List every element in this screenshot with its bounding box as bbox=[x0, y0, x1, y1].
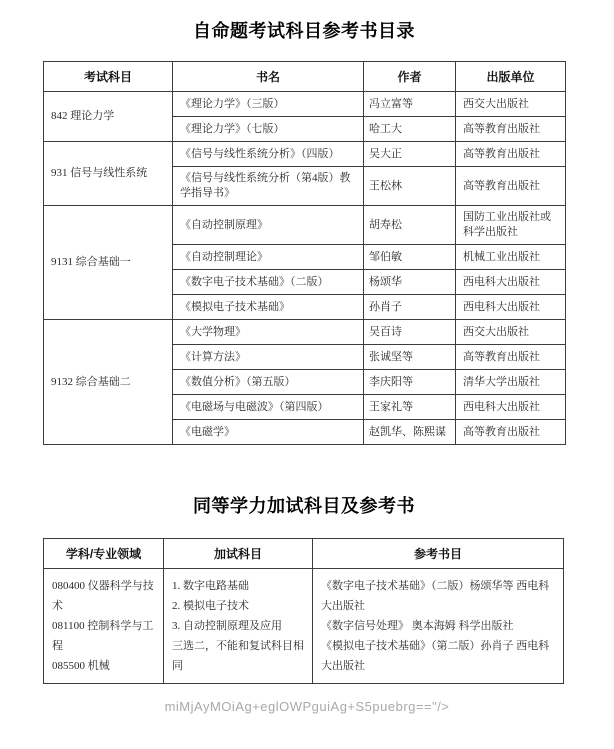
subject-cell: 9131 综合基础一 bbox=[44, 206, 173, 320]
book-cell: 《大学物理》 bbox=[173, 320, 364, 345]
author-cell: 冯立富等 bbox=[364, 92, 456, 117]
publisher-cell: 西电科大出版社 bbox=[456, 270, 566, 295]
table-row bbox=[44, 206, 566, 245]
subject-cell: 842 理论力学 bbox=[44, 92, 173, 142]
table2-header-subject: 加试科目 bbox=[164, 539, 313, 569]
publisher-cell: 机械工业出版社 bbox=[456, 245, 566, 270]
book-cell: 《模拟电子技术基础》 bbox=[173, 295, 364, 320]
author-cell: 王松林 bbox=[364, 167, 456, 206]
table-row bbox=[44, 142, 566, 167]
footer-artifact-text: miMjAyMOiAg+eglOWPguiAg+S5puebrg=="/> bbox=[164, 699, 450, 714]
subject-cell: 9132 综合基础二 bbox=[44, 320, 173, 445]
exam-reference-table bbox=[43, 61, 566, 445]
author-cell: 邹伯敏 bbox=[364, 245, 456, 270]
table2-header-row bbox=[44, 539, 564, 569]
table-row bbox=[44, 569, 564, 684]
author-cell: 哈工大 bbox=[364, 117, 456, 142]
publisher-cell: 高等教育出版社 bbox=[456, 420, 566, 445]
publisher-cell: 西交大出版社 bbox=[456, 320, 566, 345]
table-row bbox=[44, 320, 566, 345]
publisher-cell: 高等教育出版社 bbox=[456, 142, 566, 167]
publisher-cell: 西交大出版社 bbox=[456, 92, 566, 117]
reference-item: 《数字信号处理》 奥本海姆 科学出版社 bbox=[321, 620, 514, 632]
test-subject-item: 3. 自动控制原理及应用 bbox=[172, 620, 282, 632]
book-cell: 《自动控制原理》 bbox=[173, 206, 364, 245]
reference-item: 《模拟电子技术基础》（第二版）孙肖子 西电科大出版社 bbox=[321, 640, 550, 672]
test-subject-note: 三选二，不能和复试科目相同 bbox=[172, 640, 304, 672]
table2-header-reference: 参考书目 bbox=[313, 539, 564, 569]
additional-test-table bbox=[43, 538, 564, 684]
publisher-cell: 高等教育出版社 bbox=[456, 117, 566, 142]
references-cell bbox=[313, 569, 564, 684]
book-cell: 《理论力学》（三版） bbox=[173, 92, 364, 117]
author-cell: 杨颂华 bbox=[364, 270, 456, 295]
subject-cell: 931 信号与线性系统 bbox=[44, 142, 173, 206]
book-cell: 《信号与线性系统分析》（四版） bbox=[173, 142, 364, 167]
book-cell: 《数值分析》（第五版） bbox=[173, 370, 364, 395]
table1-header-author: 作者 bbox=[364, 62, 456, 92]
table1-header-book: 书名 bbox=[173, 62, 364, 92]
book-cell: 《数字电子技术基础》（二版） bbox=[173, 270, 364, 295]
table2-header-major: 学科/专业领域 bbox=[44, 539, 164, 569]
publisher-cell: 高等教育出版社 bbox=[456, 345, 566, 370]
author-cell: 李庆阳等 bbox=[364, 370, 456, 395]
author-cell: 吴大正 bbox=[364, 142, 456, 167]
author-cell: 王家礼等 bbox=[364, 395, 456, 420]
publisher-cell: 清华大学出版社 bbox=[456, 370, 566, 395]
author-cell: 赵凯华、陈熙谋 bbox=[364, 420, 456, 445]
book-cell: 《电磁学》 bbox=[173, 420, 364, 445]
book-cell: 《自动控制理论》 bbox=[173, 245, 364, 270]
table1-header-subject: 考试科目 bbox=[44, 62, 173, 92]
table-row bbox=[44, 92, 566, 117]
author-cell: 胡寿松 bbox=[364, 206, 456, 245]
author-cell: 孙肖子 bbox=[364, 295, 456, 320]
table1-header-row bbox=[44, 62, 566, 92]
table2-title: 同等学力加试科目及参考书 bbox=[193, 496, 415, 516]
author-cell: 吴百诗 bbox=[364, 320, 456, 345]
publisher-cell: 高等教育出版社 bbox=[456, 167, 566, 206]
document-page bbox=[0, 20, 614, 714]
publisher-cell: 西电科大出版社 bbox=[456, 395, 566, 420]
test-subjects-cell bbox=[164, 569, 313, 684]
major-item: 080400 仪器科学与技术 bbox=[52, 580, 154, 612]
table1-header-publisher: 出版单位 bbox=[456, 62, 566, 92]
test-subject-item: 1. 数字电路基础 bbox=[172, 580, 249, 592]
reference-item: 《数字电子技术基础》（二版）杨颂华等 西电科大出版社 bbox=[321, 580, 550, 612]
book-cell: 《电磁场与电磁波》（第四版） bbox=[173, 395, 364, 420]
publisher-cell: 国防工业出版社或科学出版社 bbox=[456, 206, 566, 245]
book-cell: 《计算方法》 bbox=[173, 345, 364, 370]
publisher-cell: 西电科大出版社 bbox=[456, 295, 566, 320]
majors-cell bbox=[44, 569, 164, 684]
major-item: 081100 控制科学与工程 bbox=[52, 620, 154, 652]
major-item: 085500 机械 bbox=[52, 660, 110, 672]
test-subject-item: 2. 模拟电子技术 bbox=[172, 600, 249, 612]
book-cell: 《信号与线性系统分析（第4版）教学指导书》 bbox=[173, 167, 364, 206]
author-cell: 张诚坚等 bbox=[364, 345, 456, 370]
table1-title: 自命题考试科目参考书目录 bbox=[193, 21, 415, 41]
book-cell: 《理论力学》（七版） bbox=[173, 117, 364, 142]
